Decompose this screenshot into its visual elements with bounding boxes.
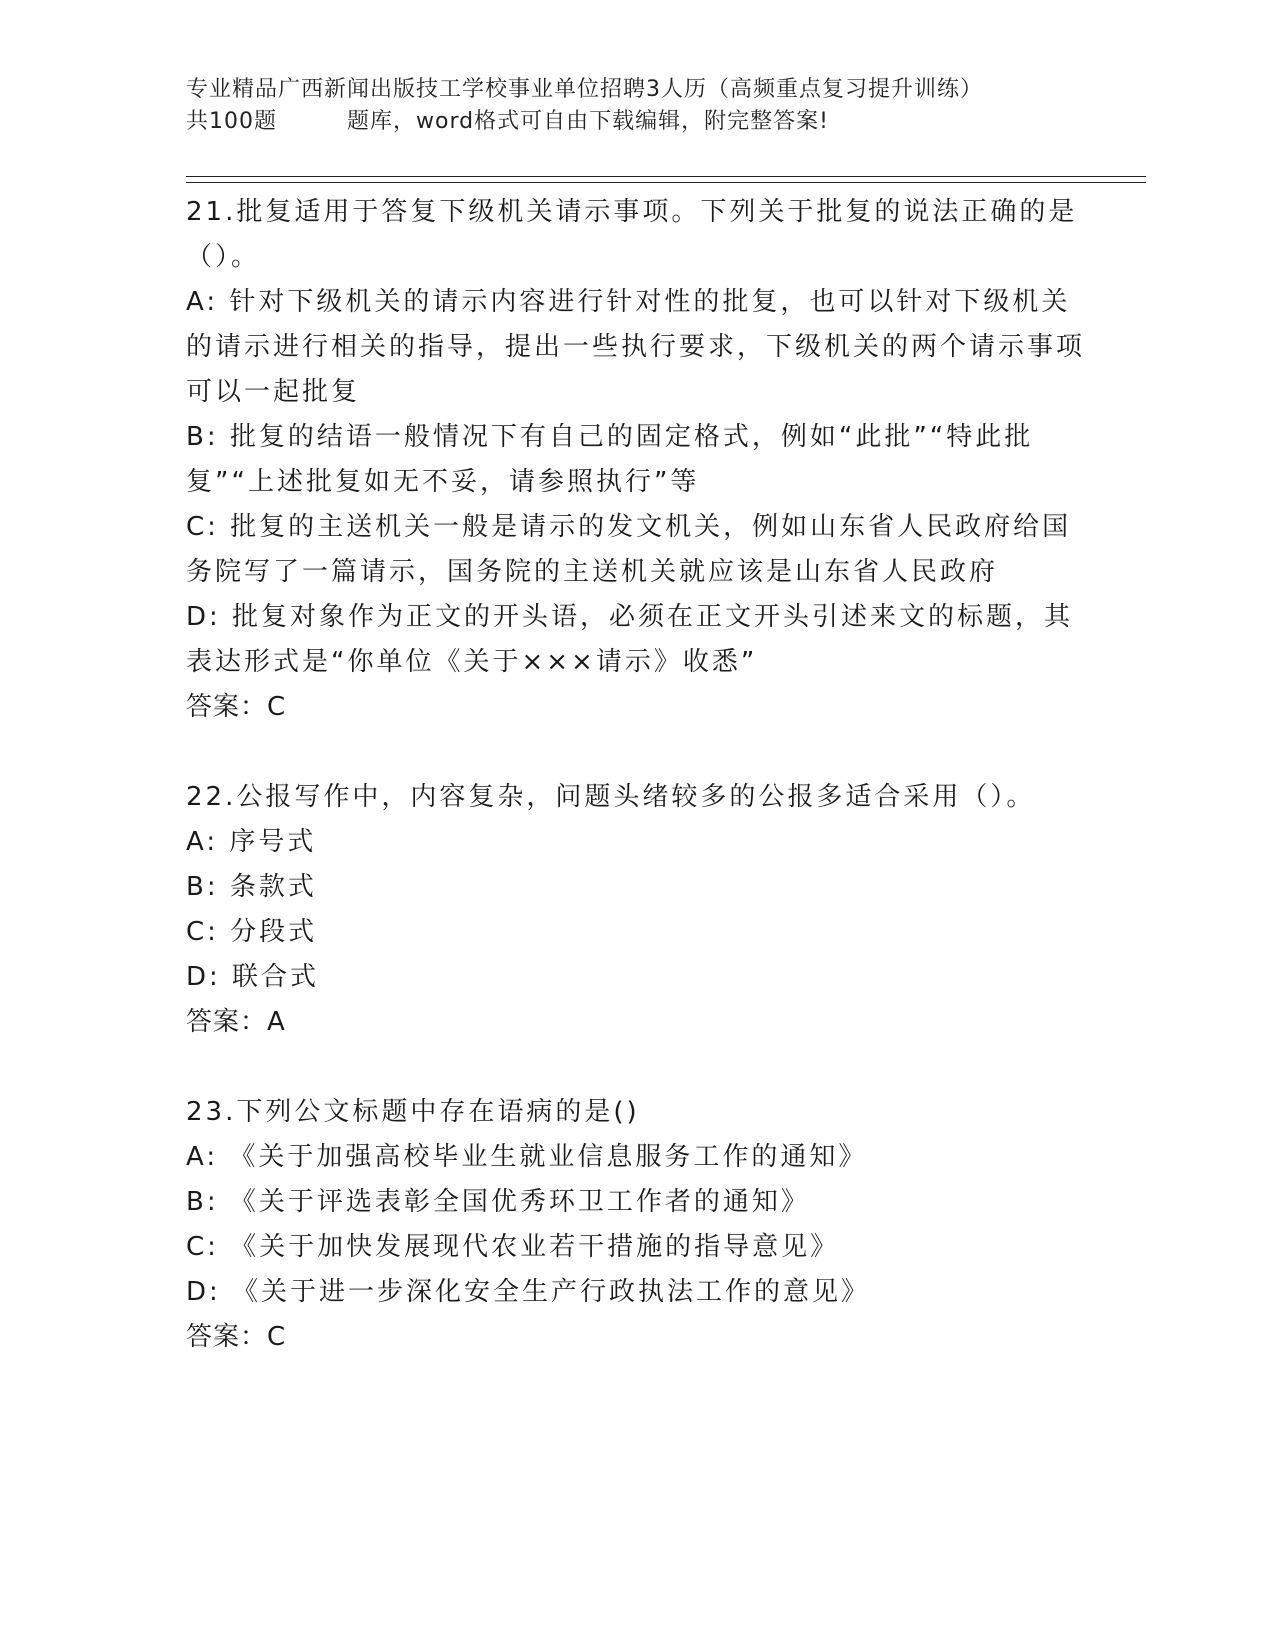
option-a: A: 序号式 [186, 827, 317, 857]
header-divider-top [186, 176, 1146, 177]
question-22 [186, 775, 1086, 1045]
question-23 [186, 1090, 1086, 1360]
option-c: C: 批复的主送机关一般是请示的发文机关，例如山东省人民政府给国务院写了一篇请示，国务院的主送机关就应该是山东省人民政府 [186, 512, 1072, 587]
question-stem: 22.公报写作中，内容复杂，问题头绪较多的公报多适合采用（）。 [186, 782, 1036, 812]
header-title: 专业精品广西新闻出版技工学校事业单位招聘3人历（高频重点复习提升训练） [186, 77, 983, 102]
answer: 答案：C [186, 1322, 287, 1352]
document-header [186, 74, 1146, 138]
option-a: A: 针对下级机关的请示内容进行针对性的批复，也可以针对下级机关的请示进行相关的指导，提出一些执行要求，下级机关的两个请示事项可以一起批复 [186, 287, 1086, 407]
option-c: C: 分段式 [186, 917, 318, 947]
option-d: D: 联合式 [186, 962, 320, 992]
option-c: C: 《关于加快发展现代农业若干措施的指导意见》 [186, 1232, 840, 1262]
answer: 答案：C [186, 692, 287, 722]
header-description: 题库，word格式可自由下载编辑，附完整答案! [347, 109, 829, 134]
option-b: B: 批复的结语一般情况下有自己的固定格式，例如“此批”“特此批复”“上述批复如无不妥，请参照执行”等 [186, 422, 1034, 497]
option-d: D: 《关于进一步深化安全生产行政执法工作的意见》 [186, 1277, 871, 1307]
option-d: D: 批复对象作为正文的开头语，必须在正文开头引述来文的标题，其表达形式是“你单位《关于×××请示》收悉” [186, 602, 1074, 677]
question-stem: 23.下列公文标题中存在语病的是() [186, 1097, 640, 1127]
answer: 答案：A [186, 1007, 286, 1037]
option-b: B: 《关于评选表彰全国优秀环卫工作者的通知》 [186, 1187, 810, 1217]
question-stem: 21.批复适用于答复下级机关请示事项。下列关于批复的说法正确的是（）。 [186, 197, 1078, 272]
question-21 [186, 190, 1086, 730]
option-a: A: 《关于加强高校毕业生就业信息服务工作的通知》 [186, 1142, 868, 1172]
question-list [186, 190, 1086, 1360]
header-count: 共100题 [186, 109, 277, 134]
header-subtitle [186, 106, 1146, 138]
header-divider-bottom [186, 182, 1146, 183]
option-b: B: 条款式 [186, 872, 317, 902]
